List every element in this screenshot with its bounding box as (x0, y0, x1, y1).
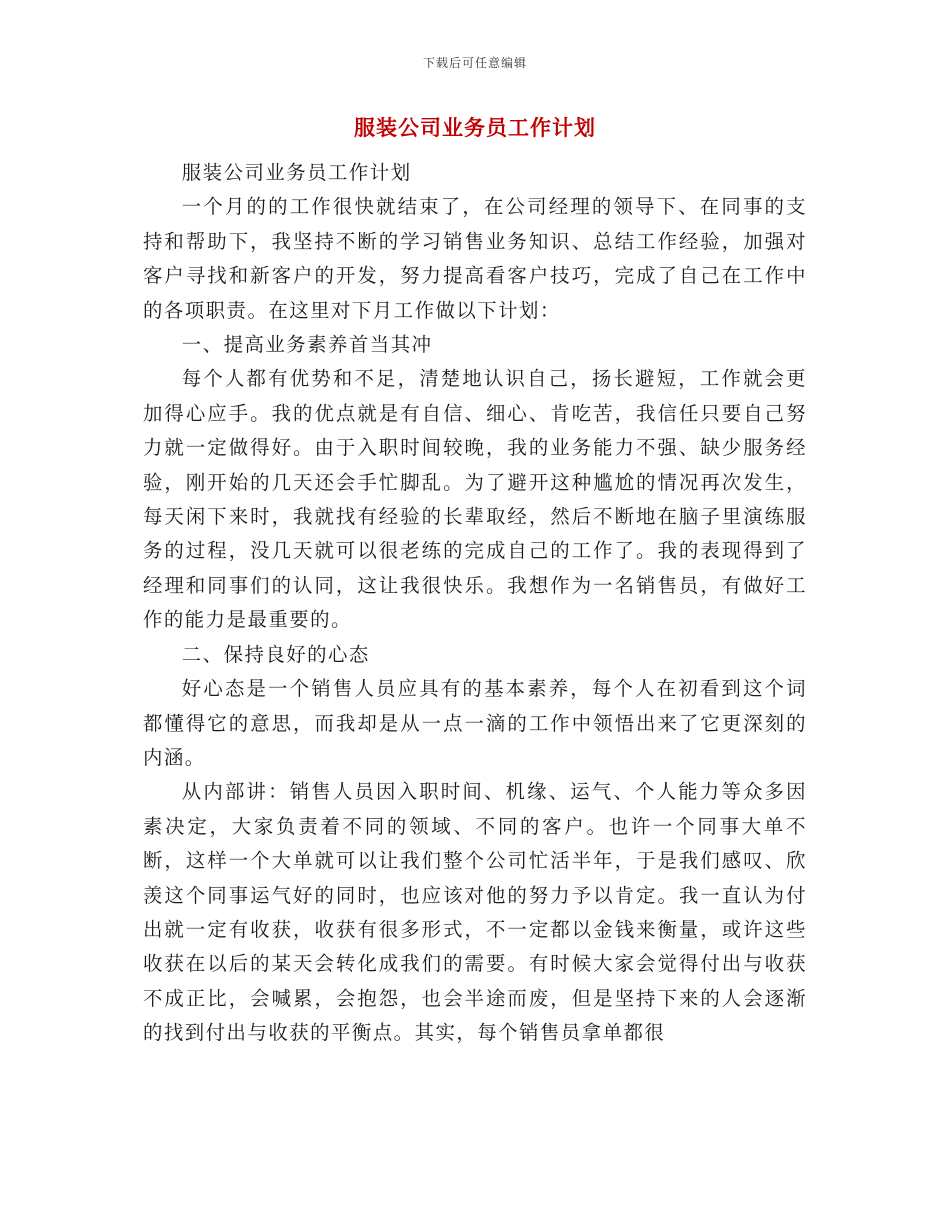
document-title: 服装公司业务员工作计划 (354, 115, 596, 140)
paragraph-intro: 一个月的的工作很快就结束了，在公司经理的领导下、在同事的支持和帮助下，我坚持不断的学习销售业务知识、总结工作经验，加强对客户寻找和新客户的开发，努力提高看客户技巧，完成了自己在工作中的各项职责。在这里对下月工作做以下计划： (143, 195, 807, 322)
paragraph-section-1: 每个人都有优势和不足，清楚地认识自己，扬长避短，工作就会更加得心应手。我的优点就是有自信、细心、肯吃苦，我信任只要自己努力就一定做得好。由于入职时间较晚，我的业务能力不强、缺少服务经验，刚开始的几天还会手忙脚乱。为了避开这种尴尬的情况再次发生，每天闲下来时，我就找有经验的长辈取经，然后不断地在脑子里演练服务的过程，没几天就可以很老练的完成自己的工作了。我的表现得到了经理和同事们的认同，这让我很快乐。我想作为一名销售员，有做好工作的能力是最重要的。 (143, 367, 807, 632)
paragraph-internal: 从内部讲：销售人员因入职时间、机缘、运气、个人能力等众多因素决定，大家负责着不同的领域、不同的客户。也许一个同事大单不断，这样一个大单就可以让我们整个公司忙活半年，于是我们感叹、欣羡这个同事运气好的同时，也应该对他的努力予以肯定。我一直认为付出就一定有收获，收获有很多形式，不一定都以金钱来衡量，或许这些收获在以后的某天会转化成我们的需要。有时候大家会觉得付出与收获不成正比，会喊累，会抱怨，也会半途而废，但是坚持下来的人会逐渐的找到付出与收获的平衡点。其实，每个销售员拿单都很 (143, 780, 807, 1045)
header-note: 下载后可任意编辑 (422, 56, 527, 70)
paragraph-section-2: 好心态是一个销售人员应具有的基本素养，每个人在初看到这个词都懂得它的意思，而我却是从一点一滴的工作中领悟出来了它更深刻的内涵。 (143, 677, 807, 769)
section-heading-2: 二、保持良好的心态 (181, 642, 370, 666)
section-heading-1: 一、提高业务素养首当其冲 (181, 333, 433, 357)
document-body (143, 156, 807, 1051)
paragraph-subtitle: 服装公司业务员工作计划 (181, 161, 412, 184)
